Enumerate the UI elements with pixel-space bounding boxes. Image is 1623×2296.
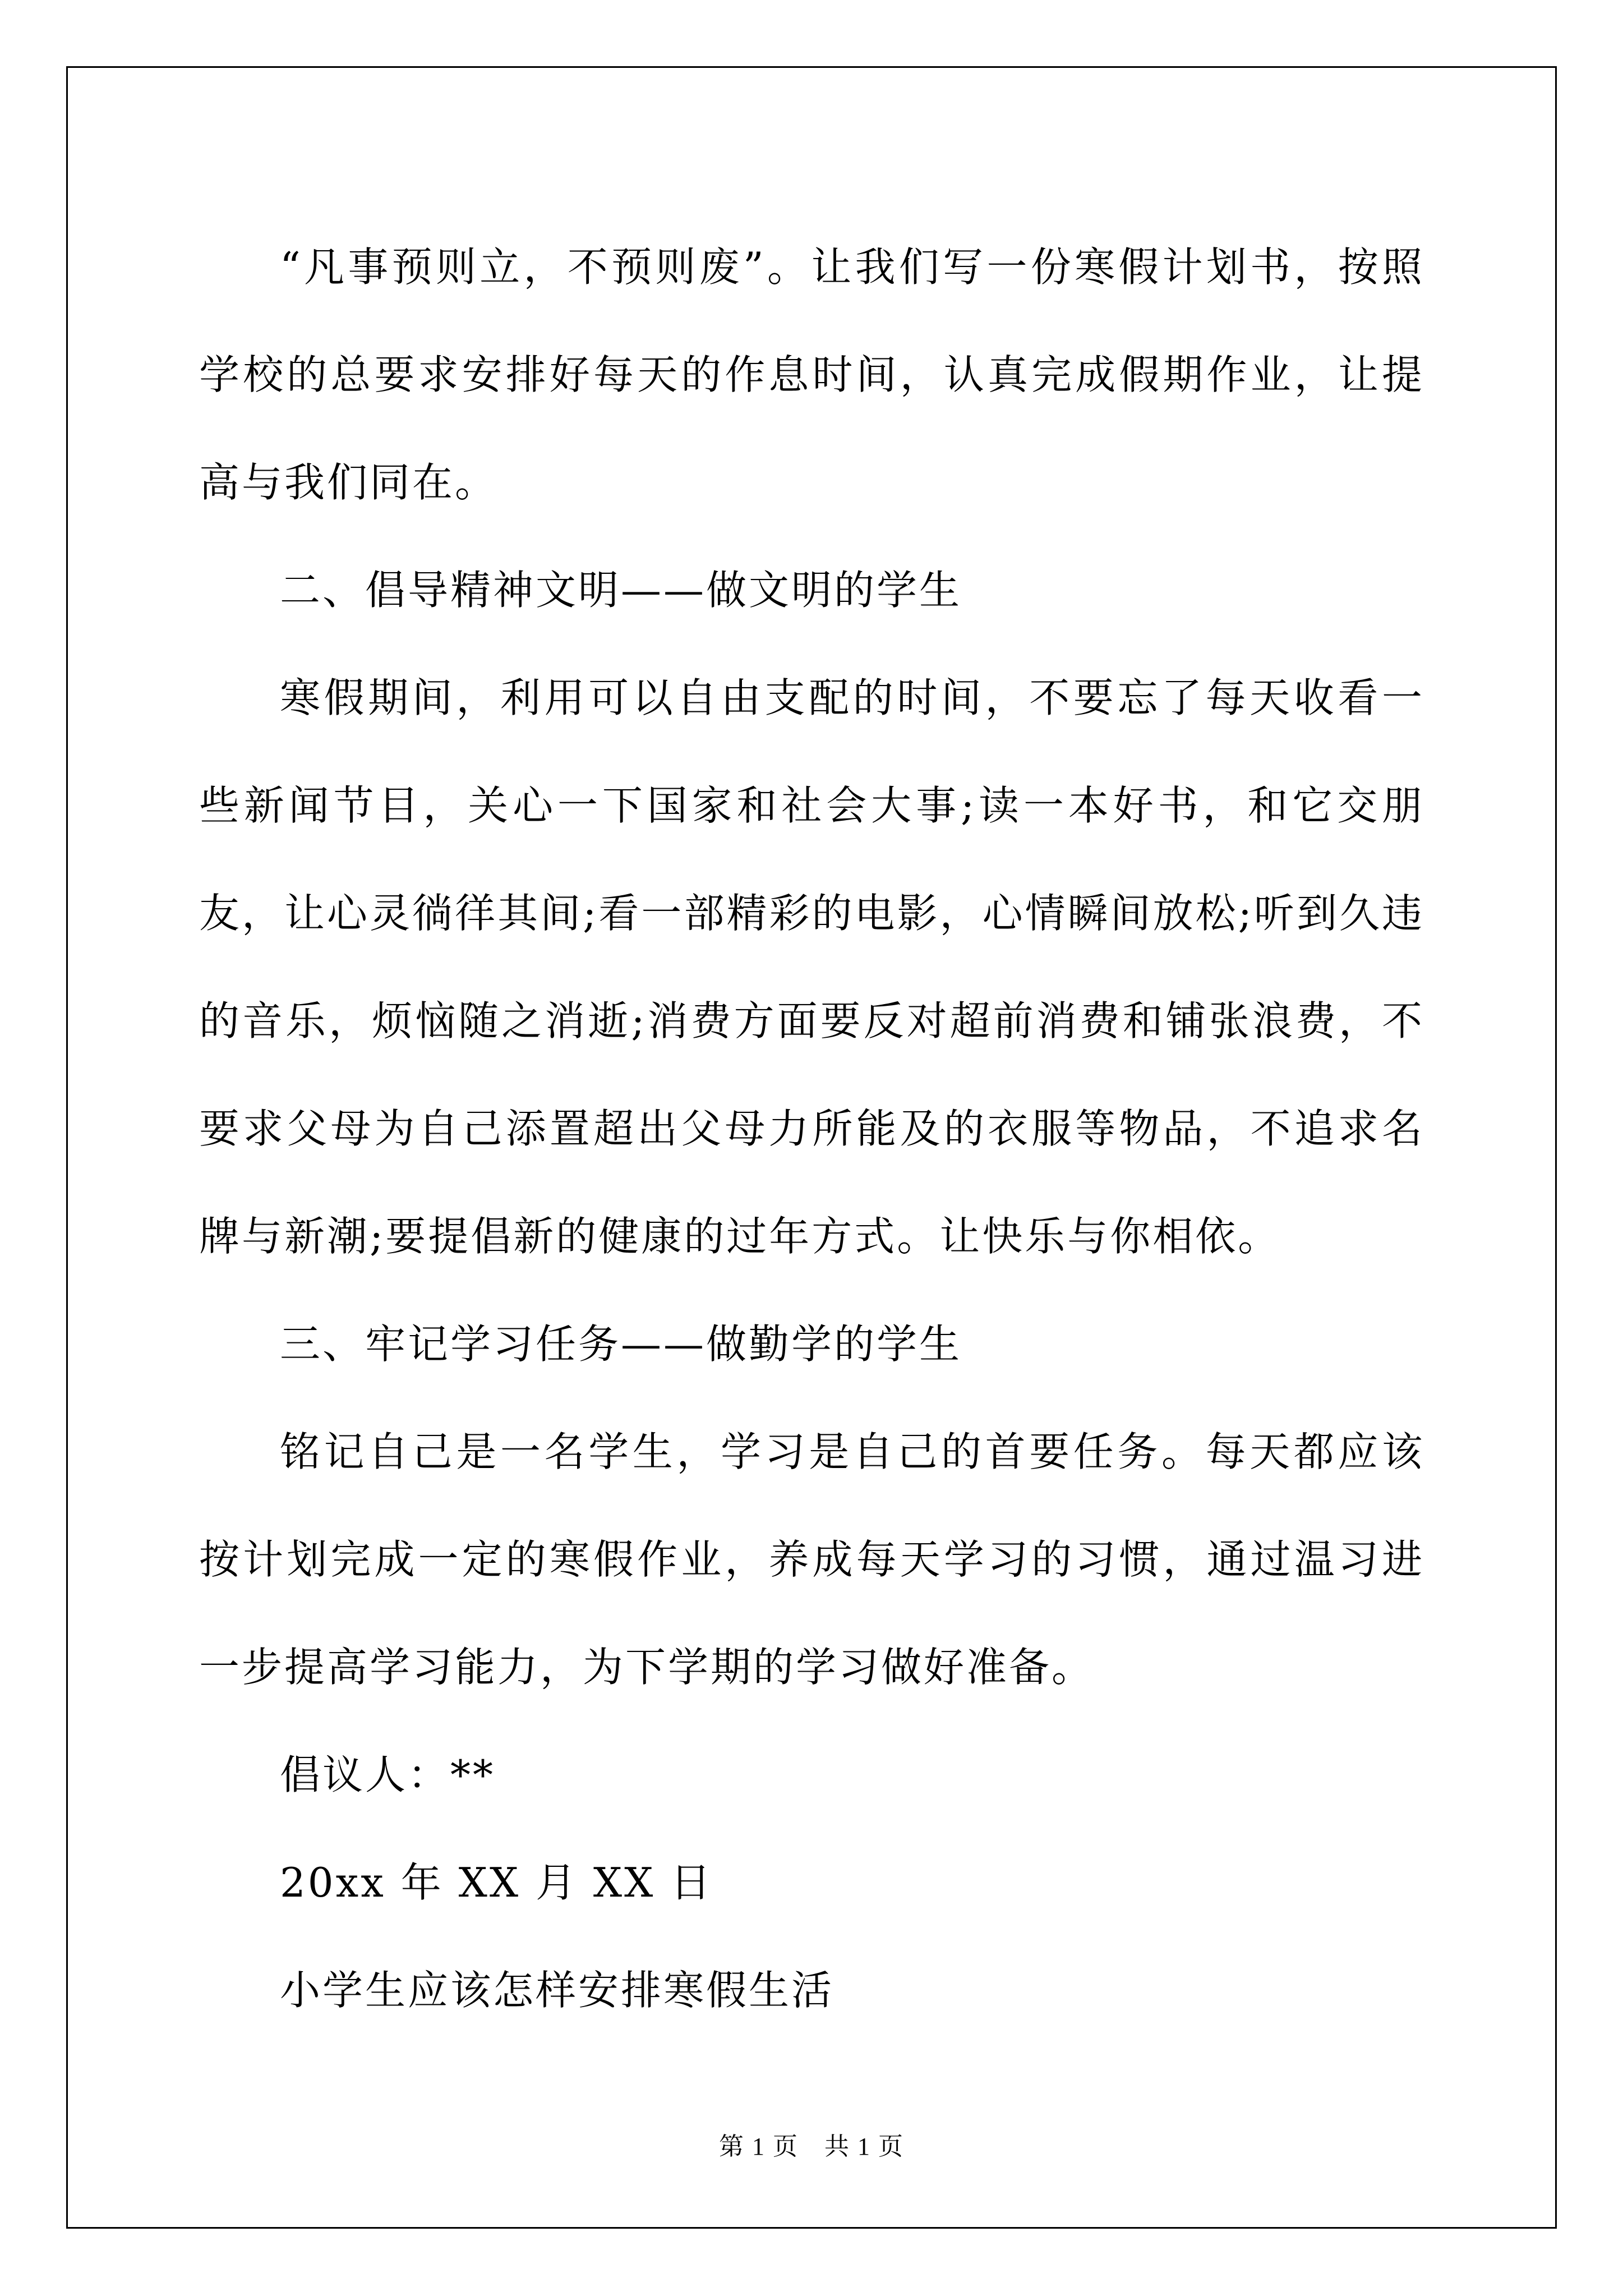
section-heading-3: 三、牢记学习任务——做勤学的学生 [280,1320,962,1368]
document-body [199,213,1424,2044]
page-number-footer: 第 1 页 共 1 页 [719,2133,904,2160]
paragraph-intro: “凡事预则立，不预则废”。让我们写一份寒假计划书，按照学校的总要求安排好每天的作息时间，认真完成假期作业，让提高与我们同在。 [199,243,1424,506]
next-title: 小学生应该怎样安排寒假生活 [280,1967,834,2014]
paragraph-section-2: 寒假期间，利用可以自由支配的时间，不要忘了每天收看一些新闻节目，关心一下国家和社会大事;读一本好书，和它交朋友，让心灵徜徉其间;看一部精彩的电影，心情瞬间放松;听到久违的音乐，烦恼随之消逝;消费方面要反对超前消费和铺张浪费，不要求父母为自己添置超出父母力所能及的衣服等物品，不追求名牌与新潮;要提倡新的健康的过年方式。让快乐与你相依。 [199,674,1424,1260]
section-heading-2: 二、倡导精神文明——做文明的学生 [280,567,962,614]
paragraph-section-3: 铭记自己是一名学生，学习是自己的首要任务。每天都应该按计划完成一定的寒假作业，养成每天学习的习惯，通过温习进一步提高学习能力，为下学期的学习做好准备。 [199,1428,1424,1691]
proposer-line: 倡议人：** [280,1751,496,1798]
date-line: 20xx 年 XX 月 XX 日 [280,1859,713,1906]
